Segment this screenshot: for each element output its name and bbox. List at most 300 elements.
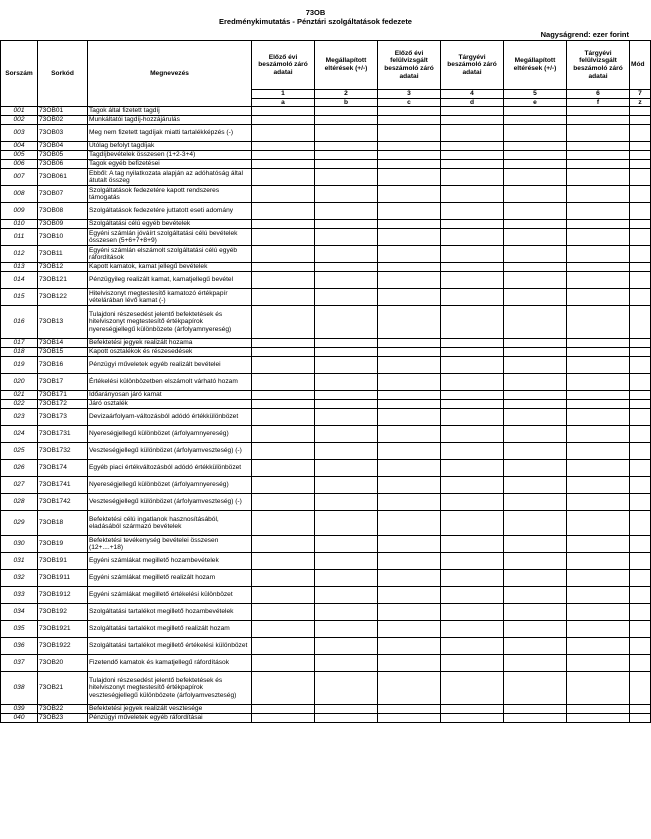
value-cell[interactable]	[378, 151, 441, 160]
value-cell[interactable]	[315, 638, 378, 655]
value-cell[interactable]	[315, 672, 378, 705]
value-cell[interactable]	[315, 186, 378, 203]
value-cell[interactable]	[315, 714, 378, 723]
value-cell[interactable]	[252, 246, 315, 263]
value-cell[interactable]	[630, 374, 651, 391]
value-cell[interactable]	[252, 443, 315, 460]
value-cell[interactable]	[441, 638, 504, 655]
value-cell[interactable]	[252, 409, 315, 426]
value-cell[interactable]	[441, 511, 504, 536]
row-name: Szolgáltatási célú egyéb bevételek	[88, 220, 252, 229]
value-cell[interactable]	[252, 374, 315, 391]
value-cell[interactable]	[441, 553, 504, 570]
col-number: 6	[567, 90, 630, 99]
value-cell[interactable]	[315, 621, 378, 638]
value-cell[interactable]	[567, 655, 630, 672]
col-letter: f	[567, 98, 630, 107]
value-cell[interactable]	[630, 306, 651, 339]
value-cell[interactable]	[315, 229, 378, 246]
value-cell[interactable]	[504, 263, 567, 272]
value-cell[interactable]	[252, 587, 315, 604]
value-cell[interactable]	[378, 553, 441, 570]
value-cell[interactable]	[252, 169, 315, 186]
value-cell[interactable]	[567, 246, 630, 263]
value-cell[interactable]	[315, 142, 378, 151]
value-cell[interactable]	[315, 426, 378, 443]
value-cell[interactable]	[630, 125, 651, 142]
value-cell[interactable]	[441, 536, 504, 553]
value-cell[interactable]	[315, 494, 378, 511]
value-cell[interactable]	[252, 570, 315, 587]
value-cell[interactable]	[378, 246, 441, 263]
value-cell[interactable]	[315, 511, 378, 536]
value-cell[interactable]	[567, 374, 630, 391]
value-cell[interactable]	[504, 443, 567, 460]
value-cell[interactable]	[567, 511, 630, 536]
value-cell[interactable]	[315, 246, 378, 263]
value-cell[interactable]	[378, 705, 441, 714]
value-cell[interactable]	[252, 306, 315, 339]
value-cell[interactable]	[504, 229, 567, 246]
value-cell[interactable]	[567, 604, 630, 621]
value-cell[interactable]	[504, 339, 567, 348]
value-cell[interactable]	[630, 186, 651, 203]
row-name: Munkáltatói tagdíj-hozzájárulás	[88, 116, 252, 125]
value-cell[interactable]	[378, 391, 441, 400]
value-cell[interactable]	[315, 409, 378, 426]
value-cell[interactable]	[441, 246, 504, 263]
value-cell[interactable]	[504, 460, 567, 477]
value-cell[interactable]	[504, 553, 567, 570]
value-cell[interactable]	[252, 391, 315, 400]
value-cell[interactable]	[504, 426, 567, 443]
value-cell[interactable]	[630, 494, 651, 511]
value-cell[interactable]	[315, 536, 378, 553]
value-cell[interactable]	[441, 705, 504, 714]
table-row	[1, 203, 651, 220]
value-cell[interactable]	[315, 357, 378, 374]
value-cell[interactable]	[441, 339, 504, 348]
value-cell[interactable]	[630, 587, 651, 604]
value-cell[interactable]	[378, 426, 441, 443]
value-cell[interactable]	[378, 229, 441, 246]
value-cell[interactable]	[567, 409, 630, 426]
value-cell[interactable]	[630, 714, 651, 723]
value-cell[interactable]	[441, 125, 504, 142]
value-cell[interactable]	[378, 116, 441, 125]
value-cell[interactable]	[567, 125, 630, 142]
value-cell[interactable]	[567, 536, 630, 553]
value-cell[interactable]	[504, 151, 567, 160]
value-cell[interactable]	[441, 587, 504, 604]
value-cell[interactable]	[441, 374, 504, 391]
value-cell[interactable]	[504, 494, 567, 511]
value-cell[interactable]	[315, 443, 378, 460]
value-cell[interactable]	[378, 169, 441, 186]
value-cell[interactable]	[378, 494, 441, 511]
value-cell[interactable]	[567, 460, 630, 477]
value-cell[interactable]	[441, 203, 504, 220]
value-cell[interactable]	[630, 511, 651, 536]
value-cell[interactable]	[315, 391, 378, 400]
value-cell[interactable]	[378, 621, 441, 638]
value-cell[interactable]	[315, 272, 378, 289]
value-cell[interactable]	[252, 714, 315, 723]
value-cell[interactable]	[441, 220, 504, 229]
value-cell[interactable]	[252, 263, 315, 272]
value-cell[interactable]	[441, 263, 504, 272]
value-cell[interactable]	[378, 203, 441, 220]
value-cell[interactable]	[315, 587, 378, 604]
row-name: Utólag befolyt tagdíjak	[88, 142, 252, 151]
value-cell[interactable]	[378, 511, 441, 536]
value-cell[interactable]	[630, 477, 651, 494]
value-cell[interactable]	[252, 203, 315, 220]
table-row	[1, 339, 651, 348]
value-cell[interactable]	[504, 409, 567, 426]
value-cell[interactable]	[315, 348, 378, 357]
value-cell[interactable]	[315, 116, 378, 125]
value-cell[interactable]	[252, 672, 315, 705]
value-cell[interactable]	[378, 339, 441, 348]
value-cell[interactable]	[504, 160, 567, 169]
value-cell[interactable]	[504, 536, 567, 553]
value-cell[interactable]	[630, 443, 651, 460]
value-cell[interactable]	[567, 289, 630, 306]
value-cell[interactable]	[252, 339, 315, 348]
value-cell[interactable]	[252, 655, 315, 672]
row-code: 73OB16	[38, 357, 88, 374]
value-cell[interactable]	[252, 426, 315, 443]
row-number: 038	[1, 672, 38, 705]
value-cell[interactable]	[441, 426, 504, 443]
value-cell[interactable]	[378, 587, 441, 604]
table-row	[1, 263, 651, 272]
value-cell[interactable]	[630, 160, 651, 169]
value-cell[interactable]	[567, 357, 630, 374]
value-cell[interactable]	[630, 655, 651, 672]
value-cell[interactable]	[504, 477, 567, 494]
value-cell[interactable]	[504, 638, 567, 655]
value-cell[interactable]	[504, 604, 567, 621]
value-cell[interactable]	[504, 357, 567, 374]
row-number: 014	[1, 272, 38, 289]
value-cell[interactable]	[630, 460, 651, 477]
value-cell[interactable]	[630, 220, 651, 229]
value-cell[interactable]	[441, 672, 504, 705]
value-cell[interactable]	[252, 125, 315, 142]
value-cell[interactable]	[441, 116, 504, 125]
value-cell[interactable]	[504, 116, 567, 125]
value-cell[interactable]	[378, 477, 441, 494]
value-cell[interactable]	[504, 570, 567, 587]
value-cell[interactable]	[630, 116, 651, 125]
value-cell[interactable]	[567, 142, 630, 151]
value-cell[interactable]	[630, 246, 651, 263]
value-cell[interactable]	[567, 203, 630, 220]
value-cell[interactable]	[378, 289, 441, 306]
row-name: Pénzügyi műveletek egyéb realizált bevételei	[88, 357, 252, 374]
value-cell[interactable]	[630, 553, 651, 570]
value-cell[interactable]	[567, 621, 630, 638]
value-cell[interactable]	[441, 409, 504, 426]
value-cell[interactable]	[504, 714, 567, 723]
value-cell[interactable]	[378, 638, 441, 655]
value-cell[interactable]	[315, 125, 378, 142]
row-number: 040	[1, 714, 38, 723]
value-cell[interactable]	[252, 348, 315, 357]
value-cell[interactable]	[630, 604, 651, 621]
value-cell[interactable]	[315, 151, 378, 160]
value-cell[interactable]	[315, 306, 378, 339]
value-cell[interactable]	[504, 400, 567, 409]
value-cell[interactable]	[504, 272, 567, 289]
value-cell[interactable]	[567, 443, 630, 460]
value-cell[interactable]	[504, 705, 567, 714]
value-cell[interactable]	[504, 306, 567, 339]
row-name: Nyereségjellegű különbözet (árfolyamnyereség)	[88, 426, 252, 443]
value-cell[interactable]	[252, 400, 315, 409]
value-cell[interactable]	[567, 306, 630, 339]
value-cell[interactable]	[315, 460, 378, 477]
value-cell[interactable]	[441, 494, 504, 511]
value-cell[interactable]	[504, 348, 567, 357]
value-cell[interactable]	[630, 272, 651, 289]
value-cell[interactable]	[315, 374, 378, 391]
value-cell[interactable]	[630, 705, 651, 714]
value-cell[interactable]	[252, 638, 315, 655]
value-cell[interactable]	[441, 107, 504, 116]
value-cell[interactable]	[378, 409, 441, 426]
value-cell[interactable]	[567, 220, 630, 229]
value-cell[interactable]	[441, 186, 504, 203]
value-cell[interactable]	[315, 400, 378, 409]
value-cell[interactable]	[252, 289, 315, 306]
value-cell[interactable]	[378, 142, 441, 151]
value-cell[interactable]	[567, 587, 630, 604]
value-cell[interactable]	[441, 272, 504, 289]
value-cell[interactable]	[504, 186, 567, 203]
value-cell[interactable]	[441, 160, 504, 169]
value-cell[interactable]	[378, 374, 441, 391]
value-cell[interactable]	[252, 142, 315, 151]
value-cell[interactable]	[378, 160, 441, 169]
value-cell[interactable]	[567, 348, 630, 357]
value-cell[interactable]	[441, 714, 504, 723]
value-cell[interactable]	[252, 494, 315, 511]
value-cell[interactable]	[378, 604, 441, 621]
value-cell[interactable]	[504, 587, 567, 604]
value-cell[interactable]	[252, 477, 315, 494]
value-cell[interactable]	[441, 621, 504, 638]
value-cell[interactable]	[315, 655, 378, 672]
value-cell[interactable]	[630, 107, 651, 116]
value-cell[interactable]	[567, 570, 630, 587]
value-cell[interactable]	[567, 494, 630, 511]
value-cell[interactable]	[630, 151, 651, 160]
value-cell[interactable]	[441, 169, 504, 186]
value-cell[interactable]	[441, 570, 504, 587]
value-cell[interactable]	[504, 203, 567, 220]
value-cell[interactable]	[630, 203, 651, 220]
value-cell[interactable]	[630, 229, 651, 246]
value-cell[interactable]	[567, 391, 630, 400]
value-cell[interactable]	[504, 246, 567, 263]
value-cell[interactable]	[441, 460, 504, 477]
value-cell[interactable]	[315, 705, 378, 714]
value-cell[interactable]	[630, 570, 651, 587]
value-cell[interactable]	[252, 151, 315, 160]
value-cell[interactable]	[441, 604, 504, 621]
value-cell[interactable]	[504, 125, 567, 142]
value-cell[interactable]	[630, 409, 651, 426]
value-cell[interactable]	[252, 107, 315, 116]
value-cell[interactable]	[315, 220, 378, 229]
value-cell[interactable]	[378, 672, 441, 705]
value-cell[interactable]	[567, 400, 630, 409]
value-cell[interactable]	[630, 638, 651, 655]
value-cell[interactable]	[252, 553, 315, 570]
value-cell[interactable]	[315, 570, 378, 587]
value-cell[interactable]	[630, 426, 651, 443]
value-cell[interactable]	[630, 339, 651, 348]
value-cell[interactable]	[315, 160, 378, 169]
value-cell[interactable]	[504, 655, 567, 672]
value-cell[interactable]	[252, 536, 315, 553]
value-cell[interactable]	[378, 306, 441, 339]
value-cell[interactable]	[567, 116, 630, 125]
value-cell[interactable]	[252, 116, 315, 125]
value-cell[interactable]	[315, 203, 378, 220]
value-cell[interactable]	[378, 263, 441, 272]
value-cell[interactable]	[378, 107, 441, 116]
value-cell[interactable]	[504, 220, 567, 229]
value-cell[interactable]	[378, 220, 441, 229]
value-cell[interactable]	[378, 272, 441, 289]
value-cell[interactable]	[315, 107, 378, 116]
value-cell[interactable]	[315, 339, 378, 348]
value-cell[interactable]	[630, 621, 651, 638]
value-cell[interactable]	[504, 391, 567, 400]
value-cell[interactable]	[378, 443, 441, 460]
value-cell[interactable]	[378, 400, 441, 409]
row-name: Egyéni számlákat megillető értékelési különbözet	[88, 587, 252, 604]
value-cell[interactable]	[567, 151, 630, 160]
value-cell[interactable]	[252, 511, 315, 536]
value-cell[interactable]	[252, 460, 315, 477]
value-cell[interactable]	[441, 289, 504, 306]
value-cell[interactable]	[567, 426, 630, 443]
value-cell[interactable]	[504, 289, 567, 306]
row-number: 037	[1, 655, 38, 672]
value-cell[interactable]	[441, 151, 504, 160]
value-cell[interactable]	[567, 229, 630, 246]
value-cell[interactable]	[378, 536, 441, 553]
value-cell[interactable]	[441, 391, 504, 400]
value-cell[interactable]	[630, 348, 651, 357]
value-cell[interactable]	[504, 142, 567, 151]
value-cell[interactable]	[378, 655, 441, 672]
value-cell[interactable]	[252, 186, 315, 203]
value-cell[interactable]	[567, 477, 630, 494]
value-cell[interactable]	[378, 348, 441, 357]
value-cell[interactable]	[252, 229, 315, 246]
value-cell[interactable]	[567, 107, 630, 116]
col-number: 1	[252, 90, 315, 99]
value-cell[interactable]	[315, 289, 378, 306]
value-cell[interactable]	[504, 374, 567, 391]
value-cell[interactable]	[252, 604, 315, 621]
value-cell[interactable]	[567, 169, 630, 186]
value-cell[interactable]	[252, 705, 315, 714]
row-code: 73OB122	[38, 289, 88, 306]
value-cell[interactable]	[630, 536, 651, 553]
value-cell[interactable]	[504, 107, 567, 116]
value-cell[interactable]	[315, 477, 378, 494]
value-cell[interactable]	[378, 186, 441, 203]
row-name: Egyéni számlákat megillető hozambevételek	[88, 553, 252, 570]
value-cell[interactable]	[567, 672, 630, 705]
value-cell[interactable]	[630, 289, 651, 306]
value-cell[interactable]	[378, 714, 441, 723]
value-cell[interactable]	[630, 263, 651, 272]
value-cell[interactable]	[567, 638, 630, 655]
value-cell[interactable]	[567, 160, 630, 169]
value-cell[interactable]	[441, 477, 504, 494]
value-cell[interactable]	[378, 125, 441, 142]
value-cell[interactable]	[630, 357, 651, 374]
value-cell[interactable]	[252, 621, 315, 638]
value-cell[interactable]	[630, 142, 651, 151]
value-cell[interactable]	[441, 655, 504, 672]
value-cell[interactable]	[504, 511, 567, 536]
value-cell[interactable]	[315, 604, 378, 621]
value-cell[interactable]	[567, 553, 630, 570]
value-cell[interactable]	[504, 672, 567, 705]
value-cell[interactable]	[630, 169, 651, 186]
value-cell[interactable]	[378, 570, 441, 587]
value-cell[interactable]	[378, 460, 441, 477]
value-cell[interactable]	[504, 621, 567, 638]
value-cell[interactable]	[567, 714, 630, 723]
value-cell[interactable]	[630, 391, 651, 400]
value-cell[interactable]	[441, 229, 504, 246]
value-cell[interactable]	[441, 142, 504, 151]
value-cell[interactable]	[567, 339, 630, 348]
value-cell[interactable]	[567, 705, 630, 714]
value-cell[interactable]	[441, 306, 504, 339]
value-cell[interactable]	[252, 357, 315, 374]
value-cell[interactable]	[567, 186, 630, 203]
row-code: 73OB1732	[38, 443, 88, 460]
value-cell[interactable]	[378, 357, 441, 374]
value-cell[interactable]	[567, 272, 630, 289]
value-cell[interactable]	[504, 169, 567, 186]
value-cell[interactable]	[441, 400, 504, 409]
value-cell[interactable]	[567, 263, 630, 272]
value-cell[interactable]	[630, 672, 651, 705]
value-cell[interactable]	[315, 553, 378, 570]
value-cell[interactable]	[441, 443, 504, 460]
value-cell[interactable]	[315, 263, 378, 272]
value-cell[interactable]	[252, 220, 315, 229]
value-cell[interactable]	[441, 357, 504, 374]
value-cell[interactable]	[441, 348, 504, 357]
value-cell[interactable]	[252, 272, 315, 289]
value-cell[interactable]	[315, 169, 378, 186]
value-cell[interactable]	[630, 400, 651, 409]
value-cell[interactable]	[252, 160, 315, 169]
